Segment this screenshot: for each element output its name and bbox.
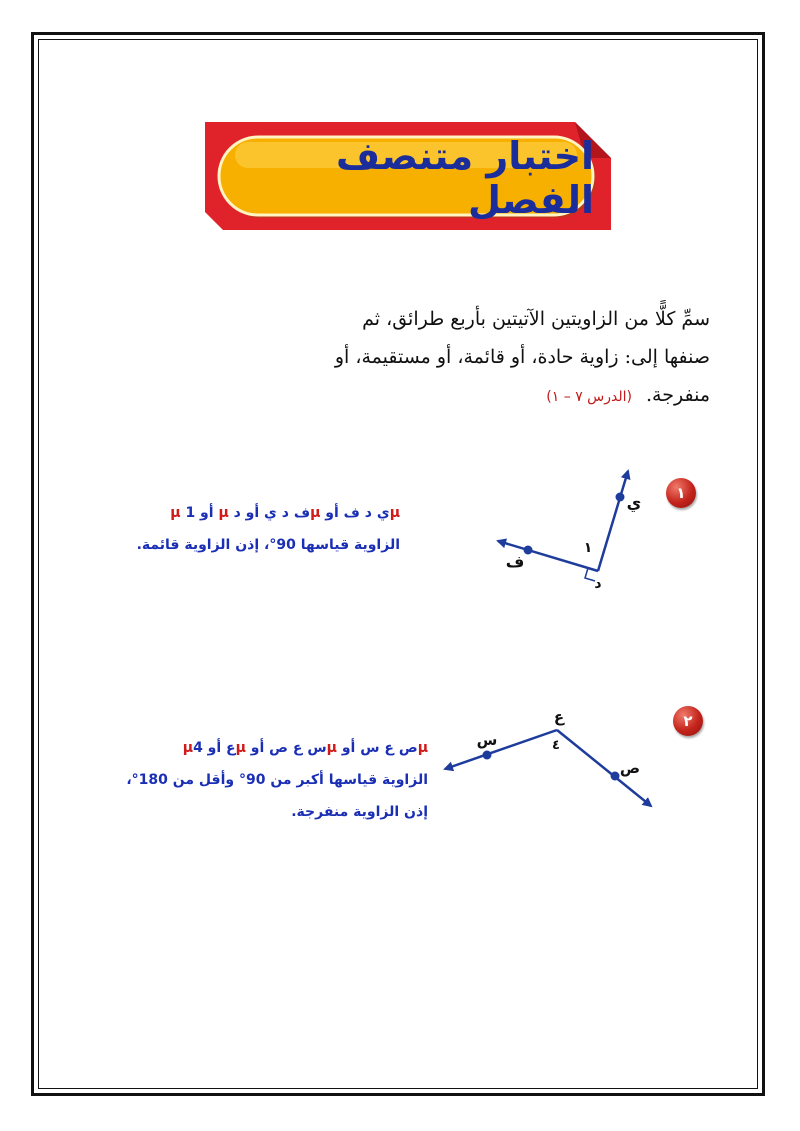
answer-2-part: 4 xyxy=(193,740,203,756)
angle-symbol: µ xyxy=(170,505,181,521)
angle-symbol: µ xyxy=(235,740,246,756)
label-angle-1: ١ xyxy=(583,540,593,556)
answer-1-part: 1 xyxy=(185,505,196,521)
answer-2-line-1 xyxy=(126,732,428,764)
label-s: س xyxy=(476,731,498,749)
lesson-reference: (الدرس ٧ – ١) xyxy=(546,389,633,405)
label-vertex-a: ع xyxy=(553,708,565,726)
answer-2-part: ع أو xyxy=(202,740,236,756)
answer-2-line-2: الزاوية قياسها أكبر من 90° وأقل من 180°، xyxy=(126,772,428,788)
point-s xyxy=(483,751,492,760)
ray-as xyxy=(445,730,557,769)
angle-symbol: µ xyxy=(310,505,321,521)
angle-1-diagram xyxy=(498,471,641,592)
answer-1-part: ف د ي أو د xyxy=(228,505,311,521)
answer-2 xyxy=(126,732,428,828)
angle-symbol: µ xyxy=(218,505,229,521)
answer-1 xyxy=(137,497,400,561)
point-y xyxy=(616,493,625,502)
problem-1-badge: ١ xyxy=(666,478,696,508)
angle-symbol: µ xyxy=(182,740,194,756)
instructions-line-2: صنفها إلى: زاوية حادة، أو قائمة، أو مستقيمة، أو xyxy=(334,346,710,368)
ray-dy xyxy=(598,471,628,571)
label-vertex-d: د xyxy=(594,576,602,592)
answer-1-line-1 xyxy=(137,497,400,529)
angle-symbol: µ xyxy=(389,505,400,521)
label-y: ي xyxy=(626,493,642,512)
problem-2-badge: ٢ xyxy=(673,706,703,736)
answer-2-line-3: إذن الزاوية منفرجة. xyxy=(291,804,428,820)
answer-2-part: س ع ص أو xyxy=(245,740,327,756)
label-f: ف xyxy=(505,552,525,571)
answer-2-part: ص ع س أو xyxy=(336,740,418,756)
point-sad xyxy=(611,772,620,781)
label-angle-4: ٤ xyxy=(552,738,560,753)
instructions-line-1: سمِّ كلًّا من الزاويتين الآتيتين بأربع طرائق، ثم xyxy=(362,308,710,330)
instructions-line-3-text: منفرجة. xyxy=(646,384,710,406)
answer-1-part: أو xyxy=(195,505,219,521)
angle-symbol: µ xyxy=(417,740,428,756)
answer-1-part: ي د ف أو xyxy=(320,505,390,521)
label-sad: ص xyxy=(619,759,641,777)
angle-symbol: µ xyxy=(326,740,337,756)
point-f xyxy=(524,546,533,555)
page-title: اختبار متنصف الفصل xyxy=(335,134,594,222)
answer-1-line-2: الزاوية قياسها 90°، إذن الزاوية قائمة. xyxy=(136,537,400,553)
angle-2-diagram xyxy=(445,708,651,806)
